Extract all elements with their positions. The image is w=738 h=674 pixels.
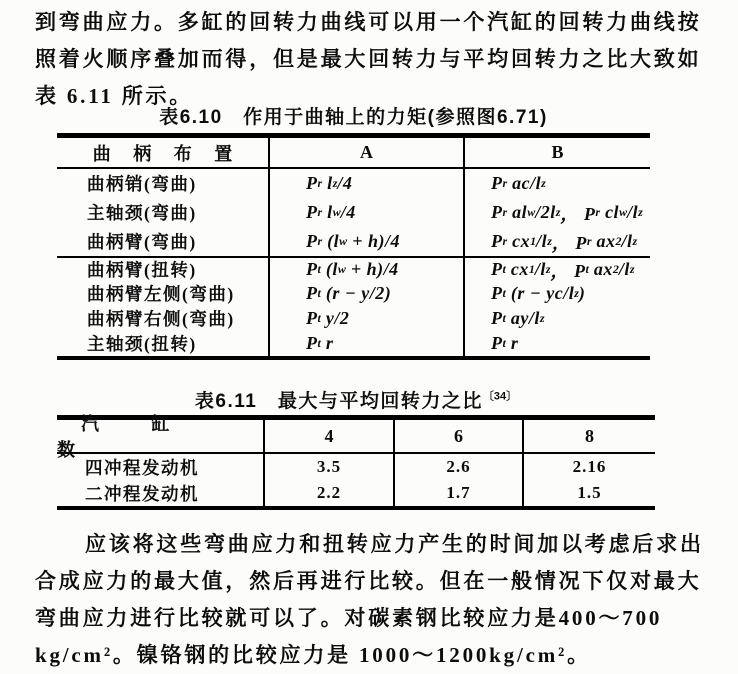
formula-b: P r al w /2l z ， P r cl w /l z	[463, 198, 650, 227]
row-label: 曲柄臂左侧(弯曲)	[87, 284, 235, 304]
formula-a: P r l w /4	[268, 198, 463, 227]
formula-a: P t (r − y/2)	[268, 281, 463, 306]
row-label: 二冲程发动机	[85, 483, 199, 504]
formula-a: P t y/2	[268, 306, 463, 331]
formula-b: P r cx 1 /l z ， P r ax 2 /l z	[463, 227, 650, 256]
formula-b: P r ac/l z	[463, 169, 650, 198]
paragraph-bottom	[35, 526, 711, 674]
ratio-value: 1.5	[522, 480, 655, 506]
formula-b: P t cx 1 /l z ， P t ax 2 /l z	[463, 256, 650, 281]
table-6-11	[57, 415, 655, 510]
col-header-4: 4	[263, 420, 393, 454]
paragraph-line: 应该将这些弯曲应力和扭转应力产生的时间加以考虑后求出	[85, 532, 704, 556]
footnote-ref: 〔34〕	[482, 390, 518, 403]
formula-a: P t r	[268, 331, 463, 356]
formula-a: P r (l w + h)/4	[268, 227, 463, 256]
row-label: 四冲程发动机	[85, 457, 199, 478]
row-label: 主轴颈(弯曲)	[87, 203, 197, 223]
ratio-value: 2.16	[522, 454, 655, 480]
paragraph-line: kg/cm²。镍铬钢的比较应力是 1000～1200kg/cm²。	[35, 643, 591, 667]
row-label: 曲柄销(弯曲)	[87, 174, 197, 194]
table-6-10	[57, 133, 650, 360]
paragraph-top	[35, 4, 711, 115]
col-header-cylinder-count: 汽 缸 数	[57, 420, 263, 454]
formula-b: P t (r − yc/l z )	[463, 281, 650, 306]
formula-a: P t (l w + h)/4	[268, 256, 463, 281]
paragraph-line: 弯曲应力进行比较就可以了。对碳素钢比较应力是400～700	[35, 606, 663, 630]
row-label: 主轴颈(扭转)	[87, 334, 197, 354]
paragraph-line: 合成应力的最大值，然后再进行比较。但在一般情况下仅对最大	[35, 569, 702, 593]
paragraph-line: 照着火顺序叠加而得，但是最大回转力与平均回转力之比大致如	[35, 47, 702, 71]
ratio-value: 2.6	[393, 454, 522, 480]
paragraph-line: 到弯曲应力。多缸的回转力曲线可以用一个汽缸的回转力曲线按	[35, 10, 702, 34]
table-6-11-caption-text: 表6.11 最大与平均回转力之比	[194, 391, 483, 412]
formula-b: P t ay/l z	[463, 306, 650, 331]
col-header-crank-arrangement: 曲 柄 布 置	[57, 138, 268, 169]
col-header-8: 8	[522, 420, 655, 454]
table-6-11-caption	[57, 386, 655, 413]
formula-a: P r l z /4	[268, 169, 463, 198]
ratio-value: 3.5	[263, 454, 393, 480]
table-6-10-caption: 表6.10 作用于曲轴上的力矩(参照图6.71)	[159, 107, 548, 128]
col-header-a: A	[268, 138, 463, 169]
formula-b: P t r	[463, 331, 650, 356]
row-label: 曲柄臂(扭转)	[57, 256, 268, 281]
row-label: 曲柄臂右侧(弯曲)	[87, 309, 235, 329]
paragraph-line: 表 6.11 所示。	[35, 84, 194, 108]
col-header-b: B	[463, 138, 650, 169]
col-header-6: 6	[393, 420, 522, 454]
ratio-value: 2.2	[263, 480, 393, 506]
row-label: 曲柄臂(弯曲)	[87, 232, 197, 252]
ratio-value: 1.7	[393, 480, 522, 506]
